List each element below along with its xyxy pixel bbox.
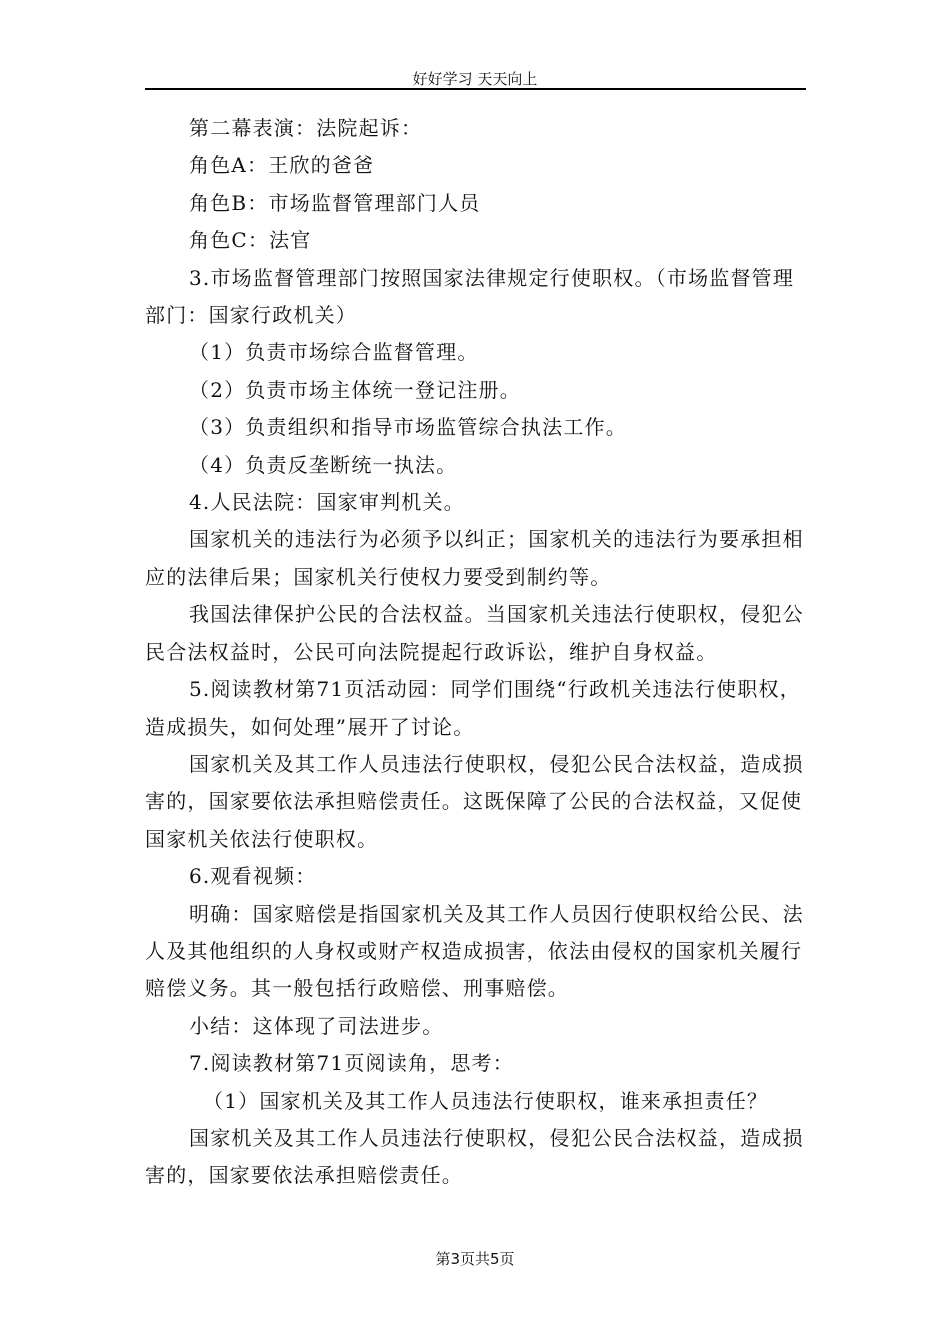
paragraph-point-7: 7.阅读教材第71页阅读角，思考： (189, 1051, 514, 1076)
page-header: 好好学习 天天向上 (412, 70, 538, 88)
paragraph-point-4: 4.人民法院：国家审判机关。 (189, 490, 465, 515)
paragraph-role-b: 角色B：市场监督管理部门人员 (189, 190, 481, 215)
header-divider (145, 88, 806, 90)
page-footer: 第3页共5页 (435, 1250, 515, 1268)
paragraph-role-a: 角色A：王欣的爸爸 (189, 153, 375, 178)
paragraph-act-two: 第二幕表演：法院起诉： (189, 116, 423, 140)
paragraph-definition: 明确：国家赔偿是指国家机关及其工作人员因行使职权给公民、法人及其他组织的人身权或财产权造成损害，依法由侵权的国家机关履行赔偿义务。其一般包括行政赔偿、刑事赔偿。 (145, 901, 804, 1001)
paragraph-point-3: 3.市场监督管理部门按照国家法律规定行使职权。（市场监督管理部门：国家行政机关） (145, 265, 795, 328)
paragraph-role-c: 角色C：法官 (189, 228, 312, 253)
list-item-3: （3）负责组织和指导市场监管综合执法工作。 (189, 415, 627, 440)
paragraph-state-organs: 国家机关的违法行为必须予以纠正；国家机关的违法行为要承担相应的法律后果；国家机关行使权力要受到制约等。 (145, 527, 804, 589)
list-item-1: （1）负责市场综合监督管理。 (189, 340, 479, 365)
paragraph-answer: 国家机关及其工作人员违法行使职权，侵犯公民合法权益，造成损害的，国家要依法承担赔偿责任。 (145, 1125, 804, 1188)
paragraph-compensation: 国家机关及其工作人员违法行使职权，侵犯公民合法权益，造成损害的，国家要依法承担赔偿责任。这既保障了公民的合法权益，又促使国家机关依法行使职权。 (145, 751, 804, 851)
list-item-2: （2）负责市场主体统一登记注册。 (189, 377, 521, 402)
paragraph-law-protection: 我国法律保护公民的合法权益。当国家机关违法行使职权，侵犯公民合法权益时，公民可向法院提起行政诉讼，维护自身权益。 (145, 602, 804, 664)
paragraph-summary: 小结：这体现了司法进步。 (189, 1013, 444, 1038)
paragraph-point-5: 5.阅读教材第71页活动园：同学们围绕“行政机关违法行使职权，造成损失，如何处理”展开了讨论。 (145, 677, 801, 739)
paragraph-point-6: 6.观看视频： (189, 864, 317, 889)
question-1: （1）国家机关及其工作人员违法行使职权，谁来承担责任？ (203, 1088, 769, 1113)
document-body (145, 110, 805, 1195)
list-item-4: （4）负责反垄断统一执法。 (189, 452, 458, 477)
